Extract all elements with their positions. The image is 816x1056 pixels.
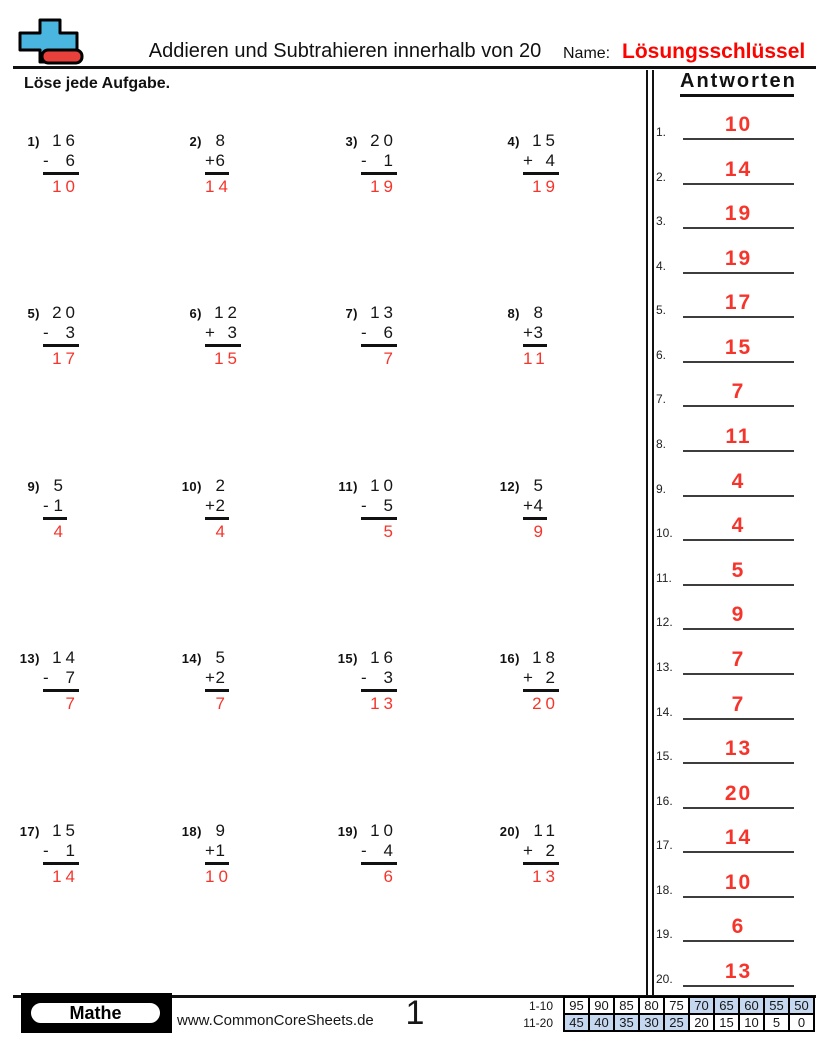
score-cell: 35 (614, 1014, 639, 1031)
answer-blank-line (683, 825, 794, 853)
problem-rule (205, 344, 241, 347)
worksheet-title: Addieren und Subtrahieren innerhalb von 20 (148, 40, 542, 62)
score-cell: 45 (564, 1014, 589, 1031)
problem-rule (205, 689, 229, 692)
problem-bottom-operand: 6 (383, 323, 397, 342)
problem-rule (523, 517, 547, 520)
answer-row (652, 600, 798, 630)
math-problem (176, 648, 229, 714)
problem-top-operand: 10 (370, 476, 397, 495)
problem-stack (361, 821, 397, 887)
answer-row (652, 868, 798, 898)
answer-blank-line (683, 469, 794, 497)
problem-stack (205, 303, 241, 369)
answer-row (652, 690, 798, 720)
answer-row (652, 377, 798, 407)
problem-rule (43, 172, 79, 175)
answer-row (652, 244, 798, 274)
answer-value: 5 (731, 559, 746, 582)
answer-value: 7 (731, 693, 746, 716)
math-problem (332, 303, 397, 369)
problem-bottom-row (523, 323, 547, 343)
answer-row (652, 467, 798, 497)
score-row1-label: 1-10 (528, 999, 553, 1013)
problem-number: 4) (507, 134, 520, 149)
problem-stack (205, 821, 232, 887)
answer-blank-line (683, 602, 794, 630)
problem-stack (523, 648, 559, 714)
problem-top-operand: 2 (215, 476, 229, 495)
problem-answer: 4 (215, 522, 229, 541)
problem-bottom-operand: 1 (65, 841, 79, 860)
problem-bottom-operand: 3 (383, 668, 397, 687)
problem-answer: 6 (383, 867, 397, 886)
problem-operator: + (523, 323, 533, 342)
score-cell: 85 (614, 997, 639, 1014)
problem-stack (43, 821, 79, 887)
problem-top-operand: 5 (53, 476, 67, 495)
header-divider (13, 66, 816, 69)
problem-bottom-operand: 6 (215, 151, 229, 170)
answer-number: 9. (656, 482, 667, 496)
problem-bottom-row (523, 496, 547, 516)
problem-bottom-row (523, 151, 559, 171)
answer-value: 4 (731, 470, 746, 493)
problem-operator: + (205, 323, 215, 342)
problem-stack (361, 131, 397, 197)
answer-number: 19. (656, 927, 673, 941)
problem-operator: - (361, 151, 367, 170)
answer-value: 9 (731, 603, 746, 626)
problem-rule (43, 862, 79, 865)
answer-blank-line (683, 647, 794, 675)
answer-value: 7 (731, 648, 746, 671)
problem-rule (361, 344, 397, 347)
score-cell: 50 (789, 997, 814, 1014)
problem-bottom-operand: 3 (65, 323, 79, 342)
problem-top-operand: 14 (52, 648, 79, 667)
problem-bottom-operand: 2 (545, 668, 559, 687)
score-cell: 5 (764, 1014, 789, 1031)
score-cell: 40 (589, 1014, 614, 1031)
score-row2-label: 11-20 (523, 1016, 553, 1030)
problem-top-operand: 5 (533, 476, 547, 495)
problem-number: 1) (27, 134, 40, 149)
answer-blank-line (683, 558, 794, 586)
problem-rule (205, 517, 229, 520)
problem-bottom-row (361, 496, 397, 516)
answer-number: 3. (656, 214, 667, 228)
answer-value: 20 (724, 782, 753, 805)
math-problem (494, 303, 547, 369)
problem-number: 7) (345, 306, 358, 321)
problem-bottom-row (523, 668, 559, 688)
score-cell: 65 (714, 997, 739, 1014)
answer-blank-line (683, 246, 794, 274)
score-cell: 55 (764, 997, 789, 1014)
answer-blank-line (683, 870, 794, 898)
problem-number: 8) (507, 306, 520, 321)
score-table (563, 996, 815, 1032)
score-cell: 60 (739, 997, 764, 1014)
score-cell: 90 (589, 997, 614, 1014)
problem-operator: - (361, 323, 367, 342)
problem-bottom-operand: 6 (65, 151, 79, 170)
answer-blank-line (683, 201, 794, 229)
problem-top-operand: 12 (214, 303, 241, 322)
problem-bottom-operand: 1 (215, 841, 229, 860)
problem-operator: + (523, 668, 533, 687)
problem-operator: + (205, 841, 215, 860)
answer-value: 6 (731, 915, 746, 938)
answer-number: 2. (656, 170, 667, 184)
problem-stack (523, 303, 547, 369)
problem-stack (361, 476, 397, 542)
problem-operator: - (43, 841, 49, 860)
problem-rule (523, 862, 559, 865)
problem-rule (361, 172, 397, 175)
score-cell: 95 (564, 997, 589, 1014)
problem-operator: - (43, 668, 49, 687)
problem-answer: 13 (370, 694, 397, 713)
answer-number: 13. (656, 660, 673, 674)
problem-stack (205, 648, 229, 714)
problem-top-operand: 13 (370, 303, 397, 322)
problem-rule (523, 689, 559, 692)
problem-top-operand: 10 (370, 821, 397, 840)
problem-number: 11) (338, 479, 358, 494)
problem-number: 18) (181, 824, 202, 839)
problem-rule (43, 517, 67, 520)
score-cell: 0 (789, 1014, 814, 1031)
answer-blank-line (683, 335, 794, 363)
answer-blank-line (683, 692, 794, 720)
answer-number: 6. (656, 348, 667, 362)
problem-bottom-row (205, 496, 229, 516)
score-cell: 15 (714, 1014, 739, 1031)
math-problem (494, 476, 547, 542)
math-problem (14, 821, 79, 887)
problem-answer: 15 (214, 349, 241, 368)
problem-rule (523, 172, 559, 175)
answer-value: 17 (724, 291, 753, 314)
answer-number: 8. (656, 437, 667, 451)
problem-operator: + (523, 841, 533, 860)
score-cell: 10 (739, 1014, 764, 1031)
answer-row (652, 779, 798, 809)
problem-stack (523, 131, 559, 197)
answer-blank-line (683, 914, 794, 942)
problem-rule (205, 172, 229, 175)
problem-answer: 14 (52, 867, 79, 886)
answer-number: 7. (656, 392, 667, 406)
problem-number: 15) (337, 651, 358, 666)
subject-badge (21, 993, 172, 1033)
problem-operator: + (205, 496, 215, 515)
math-problem (176, 303, 241, 369)
problem-rule (43, 689, 79, 692)
problem-stack (205, 476, 229, 542)
problem-stack (523, 476, 547, 542)
problem-top-operand: 9 (215, 821, 229, 840)
problem-rule (361, 517, 397, 520)
answer-blank-line (683, 736, 794, 764)
math-problem (332, 131, 397, 197)
problem-number: 17) (19, 824, 40, 839)
problem-answer: 17 (52, 349, 79, 368)
answer-value: 7 (731, 380, 746, 403)
answer-value: 14 (724, 826, 753, 849)
page-number: 1 (405, 994, 425, 1032)
answer-row (652, 823, 798, 853)
problem-operator: - (361, 841, 367, 860)
score-cell: 70 (689, 997, 714, 1014)
answer-row (652, 734, 798, 764)
problem-bottom-operand: 4 (383, 841, 397, 860)
problem-number: 16) (499, 651, 520, 666)
answer-value: 19 (724, 247, 753, 270)
problem-top-operand: 8 (215, 131, 229, 150)
problem-top-operand: 20 (52, 303, 79, 322)
problem-top-operand: 16 (370, 648, 397, 667)
answer-blank-line (683, 290, 794, 318)
answer-row (652, 957, 798, 987)
problem-answer: 7 (65, 694, 79, 713)
score-cell: 30 (639, 1014, 664, 1031)
answer-row (652, 110, 798, 140)
answer-number: 11. (656, 571, 672, 585)
problem-bottom-row (205, 668, 229, 688)
answer-row (652, 556, 798, 586)
website-text: www.CommonCoreSheets.de (177, 1012, 374, 1029)
problem-bottom-row (43, 841, 79, 861)
problem-answer: 9 (533, 522, 547, 541)
score-table-labels (490, 998, 553, 1032)
answer-row (652, 645, 798, 675)
instruction-text: Löse jede Aufgabe. (24, 75, 171, 92)
problem-top-operand: 18 (532, 648, 559, 667)
problem-operator: + (523, 151, 533, 170)
score-cell: 25 (664, 1014, 689, 1031)
problem-bottom-operand: 2 (215, 668, 229, 687)
answer-blank-line (683, 781, 794, 809)
problem-top-operand: 5 (215, 648, 229, 667)
problem-bottom-row (205, 151, 229, 171)
problem-bottom-operand: 1 (383, 151, 397, 170)
answer-row (652, 155, 798, 185)
problem-rule (43, 344, 79, 347)
answer-row (652, 288, 798, 318)
answer-value: 13 (724, 737, 753, 760)
problem-rule (205, 862, 229, 865)
math-problem (176, 821, 232, 887)
math-problem (14, 648, 79, 714)
problem-bottom-row (361, 668, 397, 688)
answer-row (652, 199, 798, 229)
problem-top-operand: 16 (52, 131, 79, 150)
answer-number: 10. (656, 526, 673, 540)
problem-rule (361, 862, 397, 865)
math-problem (14, 131, 79, 197)
answer-number: 18. (656, 883, 673, 897)
problem-stack (523, 821, 559, 887)
problem-bottom-operand: 3 (227, 323, 241, 342)
problem-bottom-row (43, 668, 79, 688)
answer-number: 15. (656, 749, 673, 763)
answer-blank-line (683, 513, 794, 541)
problem-operator: + (205, 668, 215, 687)
answer-number: 4. (656, 259, 667, 273)
math-problem (332, 821, 397, 887)
math-problem (332, 648, 397, 714)
problem-bottom-row (43, 496, 67, 516)
math-problem (14, 476, 67, 542)
problem-bottom-operand: 4 (533, 496, 547, 515)
problem-number: 5) (27, 306, 40, 321)
answer-row (652, 422, 798, 452)
problem-answer: 4 (53, 522, 67, 541)
problem-top-operand: 20 (370, 131, 397, 150)
answer-blank-line (683, 379, 794, 407)
answer-value: 15 (724, 336, 753, 359)
answer-row (652, 333, 798, 363)
math-problem (332, 476, 397, 542)
subject-label: Mathe (29, 1001, 162, 1025)
answer-value: 11 (725, 425, 752, 448)
problem-stack (361, 303, 397, 369)
answer-blank-line (683, 157, 794, 185)
problem-number: 12) (499, 479, 520, 494)
problem-operator: - (43, 151, 49, 170)
plus-minus-logo-icon (14, 16, 86, 71)
problem-bottom-row (361, 151, 397, 171)
problem-bottom-row (523, 841, 559, 861)
name-label: Name: (563, 45, 611, 62)
problem-answer: 19 (532, 177, 559, 196)
problem-answer: 5 (383, 522, 397, 541)
score-cell: 75 (664, 997, 689, 1014)
problem-number: 2) (189, 134, 202, 149)
problem-stack (43, 476, 67, 542)
problem-operator: + (523, 496, 533, 515)
math-problem (494, 821, 559, 887)
problem-number: 9) (27, 479, 40, 494)
problem-top-operand: 11 (533, 821, 559, 840)
score-cell: 20 (689, 1014, 714, 1031)
problem-top-operand: 8 (533, 303, 547, 322)
problem-bottom-row (361, 841, 397, 861)
problem-bottom-operand: 3 (533, 323, 547, 342)
problem-answer: 20 (532, 694, 559, 713)
answer-number: 20. (656, 972, 673, 986)
problem-operator: - (361, 496, 367, 515)
answer-blank-line (683, 959, 794, 987)
problem-bottom-operand: 1 (53, 496, 67, 515)
problem-top-operand: 15 (532, 131, 559, 150)
problem-answer: 10 (205, 867, 232, 886)
problem-answer: 11 (523, 349, 549, 368)
problem-stack (43, 303, 79, 369)
problem-answer: 14 (205, 177, 232, 196)
problem-stack (361, 648, 397, 714)
problem-number: 6) (189, 306, 202, 321)
answer-number: 5. (656, 303, 667, 317)
problem-bottom-row (43, 323, 79, 343)
problem-number: 19) (337, 824, 358, 839)
math-problem (494, 131, 559, 197)
problem-stack (43, 131, 79, 197)
problem-bottom-row (205, 841, 229, 861)
problem-rule (361, 689, 397, 692)
math-problem (14, 303, 79, 369)
answer-value: 10 (724, 113, 753, 136)
answers-title: Antworten (680, 70, 794, 97)
answer-value: 13 (724, 960, 753, 983)
problem-number: 13) (19, 651, 40, 666)
problem-answer: 7 (383, 349, 397, 368)
math-problem (176, 131, 232, 197)
answer-value: 14 (724, 158, 753, 181)
problem-number: 14) (181, 651, 202, 666)
problem-operator: + (205, 151, 215, 170)
problem-operator: - (43, 496, 49, 515)
problem-bottom-operand: 7 (65, 668, 79, 687)
answer-value: 10 (724, 871, 753, 894)
answer-number: 17. (656, 838, 673, 852)
problem-bottom-operand: 4 (545, 151, 559, 170)
answer-number: 1. (656, 125, 667, 139)
problem-bottom-operand: 2 (215, 496, 229, 515)
problem-bottom-operand: 5 (383, 496, 397, 515)
problem-rule (523, 344, 547, 347)
problem-stack (43, 648, 79, 714)
problem-operator: - (361, 668, 367, 687)
answer-blank-line (683, 112, 794, 140)
answer-value: 19 (724, 202, 753, 225)
answer-number: 16. (656, 794, 673, 808)
problem-top-operand: 15 (52, 821, 79, 840)
problem-number: 3) (345, 134, 358, 149)
problem-bottom-row (205, 323, 241, 343)
answer-number: 12. (656, 615, 673, 629)
math-problem (494, 648, 559, 714)
problem-number: 20) (499, 824, 520, 839)
problem-answer: 19 (370, 177, 397, 196)
answer-row (652, 511, 798, 541)
problem-stack (205, 131, 232, 197)
problem-operator: - (43, 323, 49, 342)
answer-value: 4 (731, 514, 746, 537)
problem-bottom-row (43, 151, 79, 171)
problem-bottom-row (361, 323, 397, 343)
answer-row (652, 912, 798, 942)
problem-answer: 10 (52, 177, 79, 196)
answer-blank-line (683, 424, 794, 452)
math-problem (176, 476, 229, 542)
problem-number: 10) (181, 479, 202, 494)
answer-number: 14. (656, 705, 673, 719)
problem-bottom-operand: 2 (545, 841, 559, 860)
answer-key-label: Lösungsschlüssel (622, 40, 806, 63)
score-cell: 80 (639, 997, 664, 1014)
problem-answer: 13 (532, 867, 559, 886)
problem-answer: 7 (215, 694, 229, 713)
